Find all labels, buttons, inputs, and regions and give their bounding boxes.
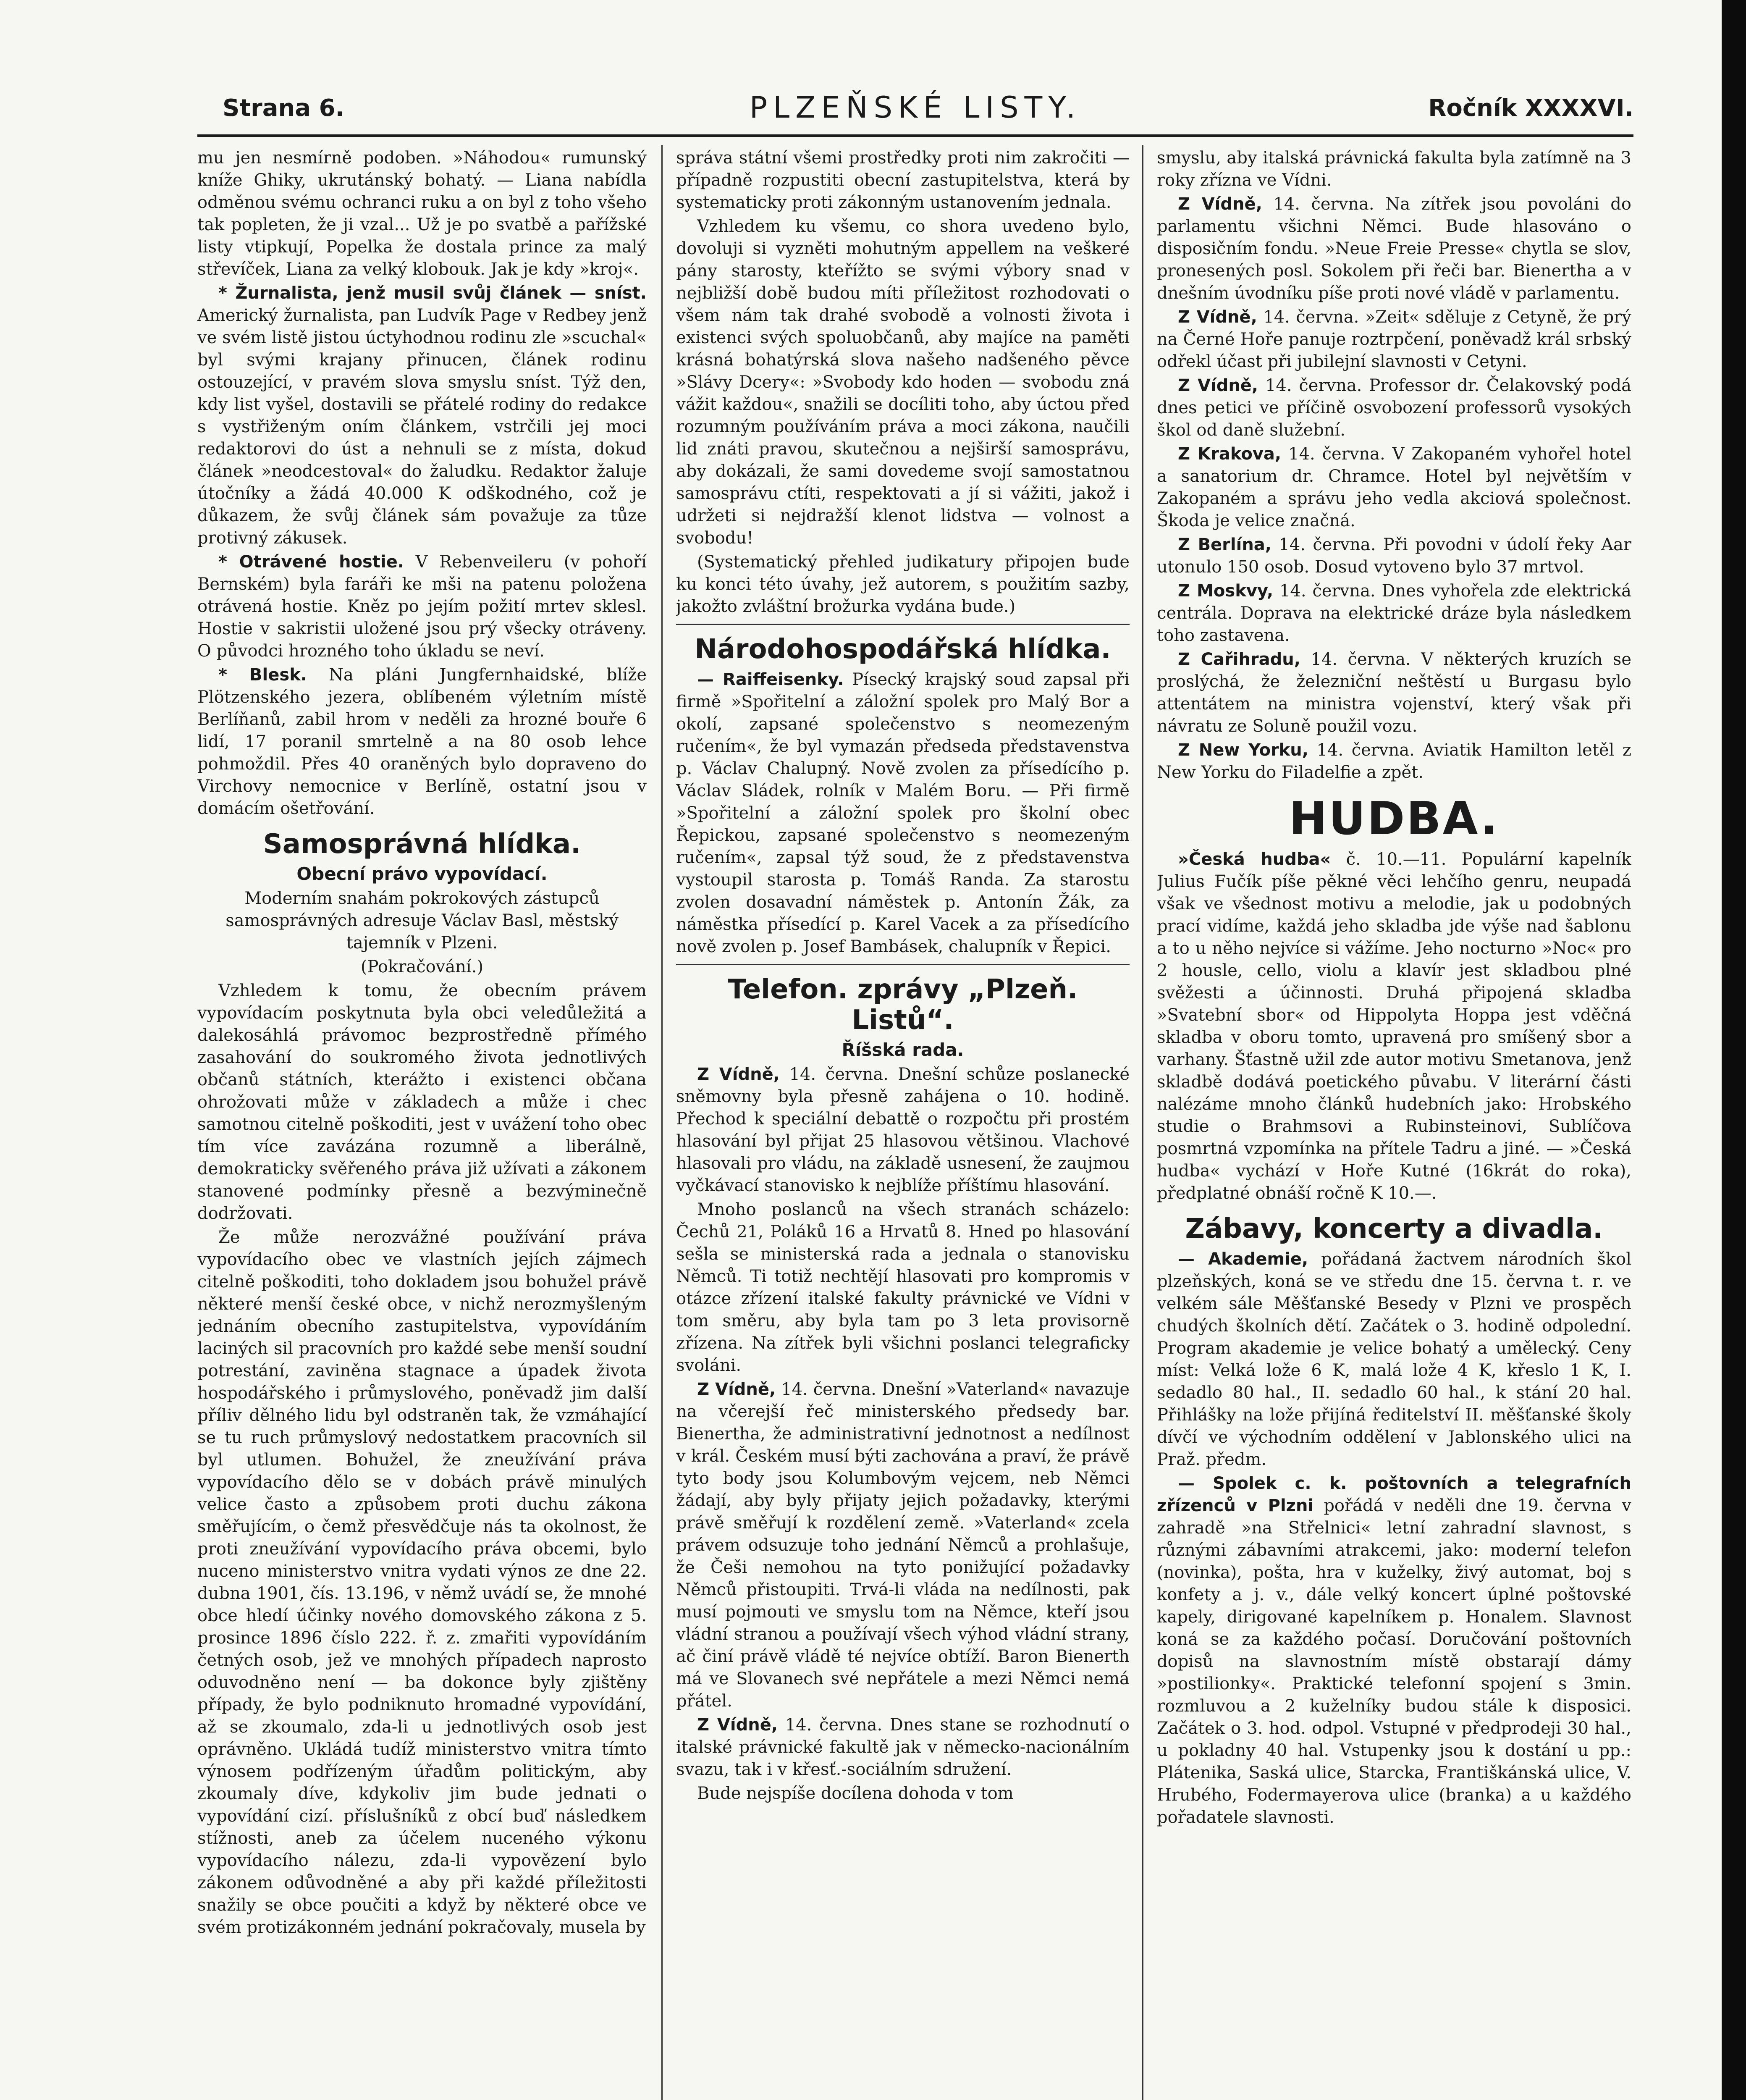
column-divider — [1142, 145, 1143, 2100]
section-heading: Národohospodářská hlídka. — [695, 634, 1111, 665]
volume-number: Ročník XXXXVI. — [1428, 94, 1633, 122]
news-text: 14. června. Dnes stane se rozhodnutí o italské právnické fakultě jak v německo-nacionálním svazu, tak i v křesť.-sociálním sdružení. — [676, 1715, 1130, 1779]
news-item — [676, 1063, 1130, 1197]
news-item — [1157, 306, 1631, 373]
news-text: 14. června. Aviatik Hamilton letěl z New Yorku do Filadelfie a zpět. — [1157, 740, 1631, 782]
news-lead: Z Vídně, — [1178, 307, 1257, 327]
section-heading: Samosprávná hlídka. — [263, 829, 581, 860]
news-text: 14. června. Dnešní »Vaterland« navazuje na včerejší řeč ministerského předsedy bar. Bienertha, že administrativní jednotnost a nedílnost v král. Českém musí býti zachována a praví, že právě tyto body jsou Kolumbovým vejcem, neb Němci žádají, aby byly přijaty jejich požadavky, kterými právě směřují k rozdělení země. »Vaterland« zcela právem odsuzuje toho jednání Němců a prohlašuje, že Češi nemohou na tyto ponižující požadavky Němců přistoupiti. Trvá-li vláda na nedílnosti, pak musí pojmouti ve smyslu tom na Němce, kteří jsou vládní stranou a používají všech výhod vládní strany, ač činí právě vládě té nejvíce obtíží. Baron Bienerth má ve Slovanech své nepřátele a mezi Němci nemá přátel. — [676, 1379, 1130, 1711]
news-lead: Z Moskvy, — [1178, 581, 1274, 601]
article-paragraph: smyslu, aby italská právnická fakulta byla zatímně na 3 roky zřízna ve Vídni. — [1157, 148, 1631, 190]
news-text: Americký žurnalista, pan Ludvík Page v Redbey jenž ve svém listě jistou úctyhodnou rodinu zle »scuchal« byl svými krajany přinucen, článek rodinu ostouzející, v pravém slova smyslu sníst. Týž den, kdy list vyšel, dostavili se přátelé rodiny do redakce s vystřiženým oním článkem, vstrčili jej moci redaktorovi do úst a nehnuli se z místa, dokud článek »neodcestoval« do žaludku. Redaktor žaluje útočníky a žádá 40.000 K odškodného, což je důkazem, že svůj článek sám považuje za tůze protivný zákusek. — [197, 306, 647, 548]
news-item — [1157, 739, 1631, 784]
news-text: Na pláni Jungfernhaidské, blíže Plötzenského jezera, oblíbeném výletním místě Berlíňanů, zabil hrom v neděli za hrozné bouře 6 lidí, 17 poranil smrtelně a na 80 osob lehce pohmoždil. Přes 40 oraněných bylo dopraveno do Virchovy nemocnice v Berlíně, ostatní jsou v domácím ošetřování. — [197, 665, 647, 818]
news-lead: * Blesk. — [218, 665, 307, 685]
news-item — [1157, 580, 1631, 647]
news-item — [1157, 1473, 1631, 1829]
news-item — [1157, 443, 1631, 532]
article-paragraph: mu jen nesmírně podoben. »Náhodou« rumunský kníže Ghiky, ukrutánský bohatý. — Liana nabídla odměnou svému ochranci ruku a on byl z toho všeho tak popleten, že ji vzal... Už je po svatbě a pařížské listy vtipkují, Popelka že dostala prince za malý střevíček, Liana za velký klobouk. Jak je kdy »kroj«. — [197, 148, 647, 279]
news-item — [1157, 1248, 1631, 1471]
article-paragraph: Že může nerozvážné používání práva vypovídacího obec ve vlastních jejích zájmech citelně poškoditi, toho dokladem jsou bohužel právě některé menší české obce, v nichž nerozmyšleným jednáním obecního zastupitelstva, vypovídáním laciných sil pracovních pro každé sebe menší soudní potrestání, zaviněna stagnace a úpadek života hospodářského i průmyslového, poněvadž jim další příliv dělného lidu byl odstraněn tak, že vzmáhající se tu ruch průmyslový nedostatkem pracovních sil byl utlumen. Bohužel, že zneužívání práva vypovídacího dělo se v dobách právě minulých velice často a způsobem proti duchu zákona směřujícím, o čemž přesvědčuje nás ta okolnost, že proti zneužívání vypovídacího práva obcemi, bylo nuceno ministerstvo vnitra vydati výnos ze dne 22. dubna 1901, čís. 13.196, v němž uvádí se, že mnohé obce hledí účinky nového domovského zákona z 5. prosince 1896 číslo 222. ř. z. zmařiti vypovídáním četných osob, jež ve mnohých případech naprosto oduvodněno není — ba dokonce byly zjištěny případy, že bylo podniknuto hromadné vypovídání, až se zkoumalo, zda-li u jednotlivých osob jest oprávněno. Ukládá tudíž ministerstvo vnitra tímto výnosem podřízeným úřadům politickým, aby zkoumaly díve, kdykoliv jim bude jednati o vypovídání cizí. příslušníků z obcí buď následkem stížnosti, aneb za účelem nuceného výkonu vypovídacího nálezu, zda-li vypovězení bylo zákonem odůvodněné a aby při každé příležitosti snažily se obce poučiti a když by některé obce ve svém protizákonném jednání pokračovaly, musela by — [197, 1227, 647, 1937]
news-lead: Z Vídně, — [697, 1064, 780, 1084]
news-text: V Rebenveileru (v pohoří Bernském) byla faráři ke mši na patenu položena otrávená hostie. Kněz po jejím požití mrtev sklesl. Hostie v sakristii uložené jsou prý všecky otráveny. O původci hrozného toho úkladu se neví. — [197, 552, 647, 661]
news-text: pořádá v neděli dne 19. června v zahradě »na Střelnici« letní zahradní slavnost, s různými zábavními atrakcemi, jako: moderní telefon (novinka), pošta, hra v kuželky, živý automat, boj s konfety a j. v., dále velký koncert úplné poštovské kapely, dirigované kapelníkem p. Honalem. Slavnost koná se za každého počasí. Doručování poštovních dopisů na slavnostním místě obstarají dámy »postilionky«. Praktické telefonní spojení s 3min. rozmluvou a 2 kuželníky budou stále k disposici. Začátek o 3. hod. odpol. Vstupné v předprodeji 30 hal., u pokladny 40 hal. Vstupenky jsou k dostání u pp.: Plátenika, Saská ulice, Starcka, Františkánská ulice, V. Hrubého, Fodermayerova ulice (branka) a u každého pořadatele slavnosti. — [1157, 1496, 1631, 1827]
article-paragraph: Bude nejspíše docílena dohoda v tom — [697, 1783, 1014, 1803]
article-paragraph: Vzhledem ku všemu, co shora uvedeno bylo, dovoluji si vyzněti mohutným appellem na veškeré pány starosty, kteřížto se svými výbory snad v nejbližší době budou míti příležitost rozhodovati o všem nám tak drahé svobodě a volnosti života i existenci svých spoluobčanů, aby majíce na paměti krásná bohatýrská slova našeho nadšeného pěvce »Slávy Dcery«: »Svobody kdo hoden — svobodu zná vážit každou«, snažili se docíliti toho, aby úctou před rozumným používáním práva a moci zákona, naučili lid znáti pravou, skutečnou a nejširší samosprávu, aby dokázali, že sami dovedeme svojí samostatnou samosprávu ctíti, respektovati a jí si vážiti, jakož i udržeti si nejdražší klenot lidstva — volnost a svobodu! — [676, 217, 1130, 548]
article-paragraph: Vzhledem k tomu, že obecním právem vypovídacím poskytnuta byla obci veledůležitá a dalekosáhlá právomoc bezprostředně přímého zasahování do soukromého života jednotlivých občanů státních, kterážto i existenci občana ohrožovati může v základech a může i chec samotnou citelně poškoditi, jest v uvážení toho obec tím více zavázána rozumně a liberálně, demokraticky svěřeného práva již užívati a zákonem stanovené podmínky přesně a bezvýminečně dodržovati. — [197, 981, 647, 1223]
news-item — [197, 282, 647, 549]
news-text: 14. června. Na zítřek jsou povoláni do parlamentu všichni Němci. Bude hlasováno o disposičním fondu. »Neue Freie Presse« chytla se slov, pronesených posl. Sokolem při řeči bar. Bienertha a v dnešním úvodníku píše proti nové vládě v parlamentu. — [1157, 194, 1631, 303]
article-paragraph: (Systematický přehled judikatury připojen bude ku konci této úvahy, jež autorem, s použitím sazby, jakožto zvláštní brožurka vydána bude.) — [676, 552, 1130, 616]
news-item — [1157, 648, 1631, 738]
column-1 — [197, 147, 647, 2100]
article-paragraph: správa státní všemi prostředky proti nim zakročiti — případně rozpustiti obecní zastupitelstva, která by systematicky proti zákonným ustanovením jednala. — [676, 148, 1130, 212]
news-lead: Z Berlína, — [1178, 535, 1271, 554]
news-lead: Z New Yorku, — [1178, 740, 1308, 760]
news-item — [197, 551, 647, 662]
column-3 — [1157, 147, 1631, 2100]
header-rule — [197, 134, 1633, 137]
news-lead: — Spolek c. k. poštovních a telegrafních zřízenců v Plzni — [1157, 1473, 1631, 1515]
news-text: 14. června. Professor dr. Čelakovský podá dnes petici ve příčině osvobození professorů vysokých škol od daně služební. — [1157, 376, 1631, 440]
news-item — [676, 669, 1130, 958]
newspaper-title: PLZEŇSKÉ LISTY. — [749, 90, 1082, 125]
news-item — [197, 664, 647, 820]
page-number: Strana 6. — [223, 94, 344, 122]
news-text: pořádaná žactvem národních škol plzeňských, koná se ve středu dne 15. června t. r. ve velkém sále Měšťanské Besedy v Plzni ve prospěch chudých školních dětí. Začátek o 3. hodině odpolední. Program akademie je velice bohatý a umělecký. Ceny míst: Velká lože 6 K, malá lože 4 K, křeslo 1 K, I. sedadlo 80 hal., II. sedadlo 60 hal., k stání 20 hal. Přihlášky na lože přijíná ředitelství II. měšťanské školy dívčí ve východním oddělení v Jablonského ulici na Praž. předm. — [1157, 1249, 1631, 1469]
news-lead: Z Cařihradu, — [1178, 650, 1300, 669]
news-text: 14. června. V Zakopaném vyhořel hotel a sanatorium dr. Chramce. Hotel byl největším v Zakopaném a správu jeho vedla akciová společnost. Škoda je velice značná. — [1157, 444, 1631, 530]
news-item — [1157, 375, 1631, 441]
news-lead: Z Krakova, — [1178, 444, 1282, 464]
news-text: 14. června. »Zeit« sděluje z Cetyně, že prý na Černé Hoře panuje roztrpčení, poněvadž král srbský odřekl účast při jubilejní slavnosti v Cetyni. — [1157, 307, 1631, 371]
news-text: 14. června. Dnes vyhořela zde elektrická centrála. Doprava na elektrické dráze byla následkem toho zastavena. — [1157, 581, 1631, 645]
news-item — [676, 1378, 1130, 1712]
section-subheading: Říšská rada. — [842, 1039, 964, 1060]
section-heading: Zábavy, koncerty a divadla. — [1185, 1213, 1603, 1245]
news-lead: Z Vídně, — [697, 1715, 778, 1735]
news-item — [676, 1714, 1130, 1781]
continuation-note: (Pokračování.) — [361, 957, 483, 976]
section-subheading: Obecní právo vypovídací. — [296, 863, 548, 884]
news-lead: Z Vídně, — [1178, 376, 1258, 395]
page-header — [197, 86, 1633, 126]
scan-edge — [1722, 0, 1746, 2100]
news-lead: »Česká hudba« — [1178, 850, 1331, 869]
column-2 — [676, 147, 1130, 2100]
section-rule — [676, 964, 1130, 965]
article-paragraph: Mnoho poslanců na všech stranách scházelo: Čechů 21, Poláků 16 a Hrvatů 8. Hned po hlasování sešla se ministerská rada a jednala o stanovisku Němců. Ti totiž nechtějí hlasovati pro kompromis v otázce zřízení italské fakulty právnické ve Vídni v tom směru, aby byla tam po 3 leta provisorně zřízena. Na zítřek byli všichni poslanci telegraficky svoláni. — [676, 1200, 1130, 1375]
news-text: 14. června. V některých kruzích se proslýchá, že železniční neštěstí u Burgasu bylo attentátem na ministra vojenství, který však při návratu ze Soluně použil vozu. — [1157, 650, 1631, 736]
news-item — [1157, 534, 1631, 578]
news-lead: — Akademie, — [1178, 1249, 1308, 1269]
news-lead: * Žurnalista, jenž musil svůj článek — sníst. — [218, 284, 647, 303]
news-lead: — Raiffeisenky. — [697, 669, 844, 689]
news-lead: Z Vídně, — [697, 1379, 776, 1399]
news-text: č. 10.—11. Populární kapelník Julius Fučík píše pěkné věci lehčího genru, neupadá však ve všednost motivu a melodie, jak u podobných prací vidíme, každá jeho skladba jde výše nad šablonu a to u něho nejvíce si vážíme. Jeho nocturno »Noc« pro 2 housle, cello, violu a klavír jest skladbou plné svěžesti a účinnosti. Druhá připojená skladba »Svatební sbor« od Hippolyta Hoppa jest vděčná skladba v oboru tomto, upravená pro smíšený sbor a varhany. Šťastně užil zde autor motivu Smetanova, jenž skladbě dodává poetického půvabu. V literární části nalézáme mnoho článků hudebních jako: Hrobského studie o Brahmsovi a Rubinsteinovi, Sublíčova posmrtná vzpomínka na přítele Tadru a jiné. — »Česká hudba« vychází v Hoře Kutné (16krát do roka), předplatné obnáší ročně K 10.—. — [1157, 850, 1631, 1203]
section-heading: HUDBA. — [1289, 793, 1500, 845]
news-lead: * Otrávené hostie. — [218, 552, 404, 572]
section-heading: Telefon. zprávy „Plzeň. Listů“. — [728, 974, 1078, 1036]
news-item — [1157, 193, 1631, 304]
news-text: 14. června. Při povodni v údolí řeky Aar utonulo 150 osob. Dosud vytoveno bylo 37 mrtvol. — [1157, 535, 1631, 577]
news-item — [1157, 848, 1631, 1205]
column-divider — [661, 145, 663, 2100]
section-rule — [676, 624, 1130, 625]
article-intro: Moderním snahám pokrokových zástupců samosprávných adresuje Václav Basl, městský tajemník v Plzeni. — [225, 888, 619, 953]
news-lead: Z Vídně, — [1178, 194, 1262, 214]
news-text: 14. června. Dnešní schůze poslanecké sněmovny byla přesně zahájena o 10. hodině. Přechod k speciální debattě o rozpočtu při prostém hlasování byl přijat 25 hlasovou většinou. Vlachové hlasovali pro vládu, na základě usnesení, že zaujmou vyčkávací stanovisko k nejblíže příštímu hlasování. — [676, 1064, 1130, 1195]
news-text: Písecký krajský soud zapsal při firmě »Spořitelní a záložní spolek pro Malý Bor a okolí, zapsané společenstvo s neomezeným ručením«, že byl vymazán předseda představenstva p. Václav Chalupný. Nově zvolen za přísedícího p. Václav Sládek, rolník v Malém Boru. — Při firmě »Spořitelní a záložní spolek pro školní obec Řepickou, zapsané společenstvo s neomezeným ručením«, zapsal týž soud, že z představenstva vystoupil starosta p. Tomáš Randa. Za starostu zvolen dosavadní náměstek p. Antonín Žák, za náměstka přísedící p. Karel Vacek a za přísedícího nově zvolen p. Josef Bambásek, chalupník v Řepici. — [676, 669, 1130, 956]
